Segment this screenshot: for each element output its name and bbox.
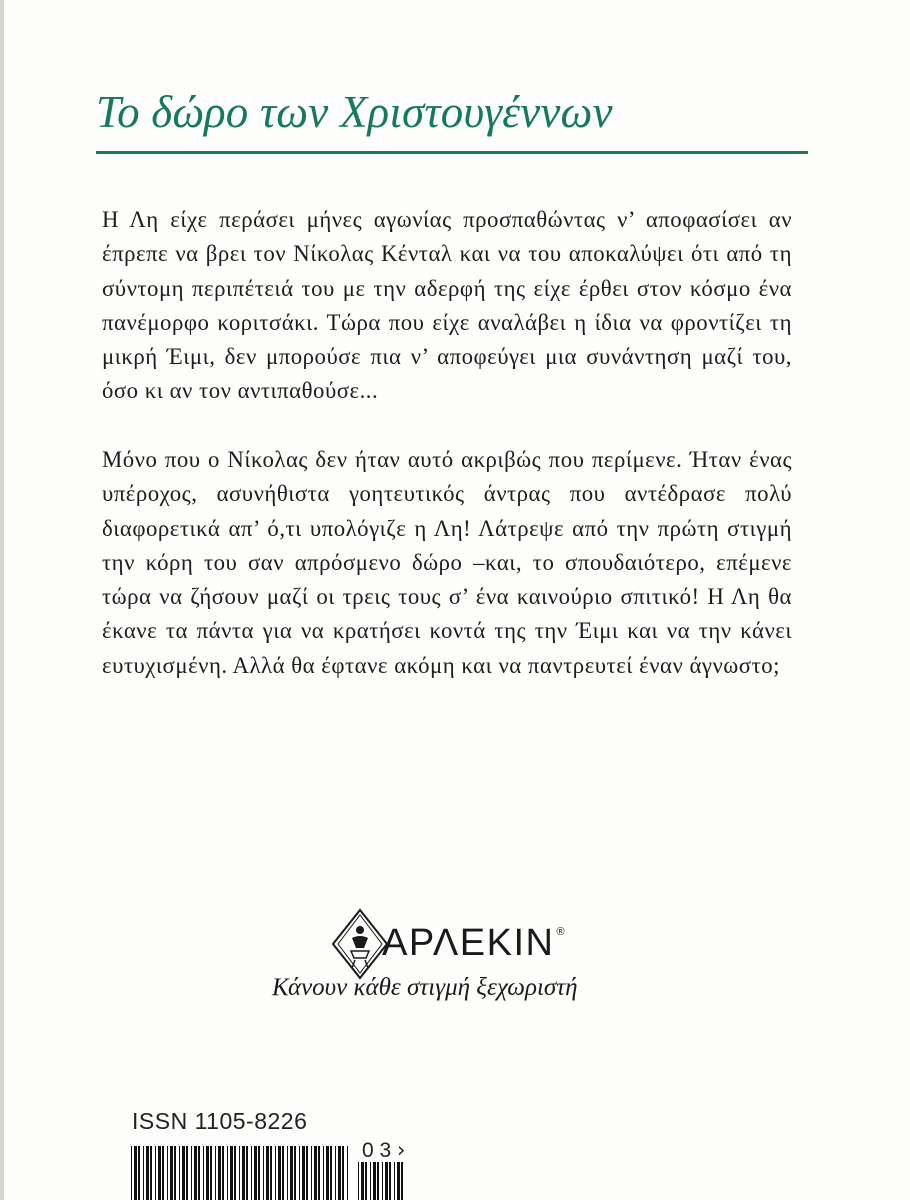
publisher-name [382, 922, 566, 965]
blurb-paragraph-2: Μόνο που ο Νίκολας δεν ήταν αυτό ακριβώς που περίμενε. Ήταν ένας υπέροχος, ασυνήθιστα γοητευτικός άντρας που αντέδρασε πολύ διαφορετικά απ’ ό,τι υπολόγιζε η Λη! Λάτρεψε από την πρώτη στιγμή την κόρη του σαν απρόσμενο δώρο –και, το σπουδαιότερο, επέμενε τώρα να ζήσουν μαζί οι τρεις τους σ’ ένα καινούριο σπιτικό! Η Λη θα έκανε τα πάντα για να κρατήσει κοντά της την Έιμι και να την κάνει ευτυχισμένη. Αλλά θα έφτανε ακόμη και να παντρευτεί έναν άγνωστο; [102, 447, 792, 678]
publisher-slogan: Κάνουν κάθε στιγμή ξεχωριστή [272, 974, 578, 1001]
scan-edge [0, 0, 4, 1200]
issn-number: ISSN 1105-8226 [132, 1108, 308, 1134]
barcode-addon-digits: 0 3 [362, 1139, 392, 1162]
registered-mark: ® [556, 926, 567, 938]
harlequin-diamond-icon [330, 908, 390, 980]
book-title: Το δώρο των Χριστουγέννων [96, 87, 613, 137]
barcode [130, 1146, 352, 1200]
chevron-right-icon: › [397, 1138, 406, 1162]
blurb-paragraph-1: Η Λη είχε περάσει μήνες αγωνίας προσπαθώντας ν’ αποφασίσει αν έπρεπε να βρει τον Νίκολας Κένταλ και να του αποκαλύψει ότι από τη σύντομη περιπέτειά του με την αδερφή της είχε έρθει στον κόσμο ένα πανέμορφο κοριτσάκι. Τώρα που είχε αναλάβει η ίδια να φροντίζει τη μικρή Έιμι, δεν μπορούσε πια ν’ αποφεύγει μια συνάντηση μαζί του, όσο κι αν τον αντιπαθούσε... [102, 207, 792, 404]
title-underline [96, 151, 808, 154]
barcode-addon [357, 1162, 407, 1200]
publisher-name-text: ΑΡΛΕΚΙΝ [382, 922, 555, 964]
barcode-addon-code [362, 1138, 405, 1163]
